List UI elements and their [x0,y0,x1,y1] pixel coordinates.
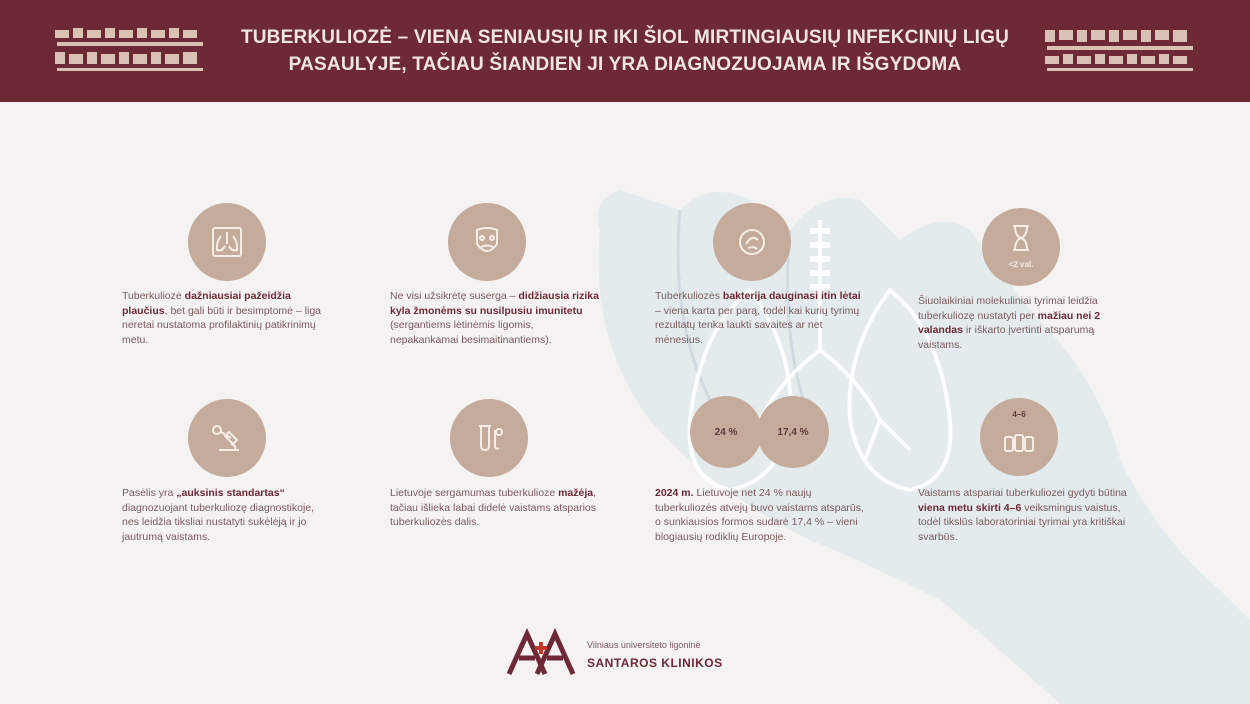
glove-lungs-background-icon [560,120,1250,704]
org-name-small: Vilniaus universiteto ligoninė [587,640,701,650]
title-line-2: PASAULYJE, TAČIAU ŠIANDIEN JI YRA DIAGNOZUOJAMA IR IŠGYDOMA [288,54,962,75]
ornament-left-icon [55,26,205,76]
org-name-big: SANTAROS KLINIKOS [587,656,723,670]
lungs-xray-icon [188,203,266,281]
footer-logo [505,628,765,678]
card-text-6: Lietuvoje sergamumas tuberkulioze mažėja, tačiau išlieka labai didelė vaistams atsparios tuberkuliozės dalis. [390,487,597,528]
bacteria-icon [713,203,791,281]
card-text-4: Šiuolaikiniai molekuliniai tyrimai leidžia tuberkuliozę nustatyti per mažiau nei 2 valandas ir iškarto įvertinti atsparumą vaistams. [918,295,1101,351]
card-text-7: 2024 m. Lietuvoje net 24 % naujų tuberkuliozės atvejų buvo vaistams atsparūs, o sunkiausios formos sudarė 17,4 % – vieni blogiausių rodiklių Europoje. [655,487,864,543]
microscope-icon [188,399,266,477]
ornament-right-icon [1045,26,1195,76]
mask-face-icon [448,203,526,281]
title-line-1: TUBERKULIOZĖ – VIENA SENIAUSIŲ IR IKI ŠIOL MIRTINGIAUSIŲ INFEKCINIŲ LIGŲ [240,27,1010,48]
pills-label: 4–6 [1012,410,1026,419]
header-banner [0,0,1250,102]
percent-circle-2-icon [757,396,829,468]
card-text-3: Tuberkuliozės bakterija dauginasi itin lėtai – viena karta per parą, todėl kai kurių tyrimų rezultatų tenka laukti savaites ar net mėnesius. [655,290,861,346]
test-tubes-icon [450,399,528,477]
card-text-2: Ne visi užsikrėtę suserga – didžiausia rizika kyla žmonėms su nusilpusiu imunitetu (sergantiems lėtinėmis ligomis, nepakankamai besimaitinantiems). [390,290,599,346]
card-text-5: Pasėlis yra „auksinis standartas“ diagnozuojant tuberkuliozę diagnostikoje, nes leidžia tiksliai nustatyti sukėlėją ir jo jautrumą vaistams. [122,487,315,543]
card-text-8: Vaistams atspariai tuberkuliozei gydyti būtina viena metu skirti 4–6 veiksmingus vaistus, todėl tikslūs laboratoriniai tyrimai yra kritiškai svarbūs. [918,487,1127,543]
hourglass-label: <2 val. [1008,260,1034,269]
hourglass-icon [982,208,1060,286]
page-title [235,24,1015,78]
card-text-1: Tuberkuliozė dažniausiai pažeidžia plaučius, bet gali būti ir besimptomė – liga neretai nustatoma profilaktinių patikrinimų metu. [122,290,322,346]
percent-circle-1-icon [690,396,762,468]
percent-badge-2: 17,4 % [777,426,809,438]
hospital-logo-icon [505,628,577,678]
percent-badge-1: 24 % [714,426,738,438]
pills-icon [980,398,1058,476]
